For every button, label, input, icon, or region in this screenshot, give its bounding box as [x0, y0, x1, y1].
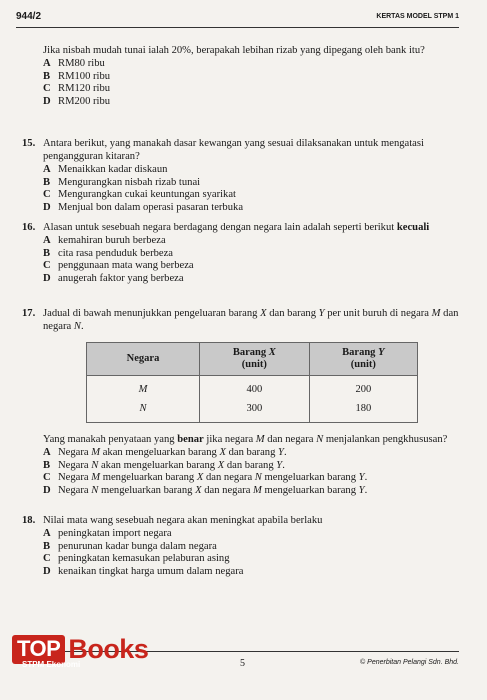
option-c[interactable]: C penggunaan mata wang berbeza	[43, 260, 194, 272]
option-d[interactable]: D Negara N mengeluarkan barang X dan negara M mengeluarkan barang Y.	[43, 484, 368, 496]
cell-y: 200	[309, 376, 417, 400]
question-number: 15.	[22, 138, 36, 149]
option-b[interactable]: B RM100 ribu	[43, 70, 111, 82]
option-c[interactable]: C Mengurangkan cukai keuntungan syarikat	[43, 189, 236, 201]
option-a[interactable]: A RM80 ribu	[43, 58, 105, 69]
question-15	[22, 137, 462, 214]
option-b[interactable]: B cita rasa penduduk berbeza	[43, 247, 174, 259]
option-b[interactable]: B Mengurangkan nisbah rizab tunai	[43, 176, 201, 188]
option-d[interactable]: D kenaikan tingkat harga umum dalam negara	[43, 565, 244, 577]
option-b[interactable]: B penurunan kadar bunga dalam negara	[43, 540, 217, 552]
header-barang-y: Barang Y (unit)	[309, 343, 417, 376]
option-a[interactable]: A peningkatan import negara	[43, 528, 172, 539]
cell-y: 180	[309, 399, 417, 423]
question-number: 17.	[22, 308, 36, 319]
cell-x: 400	[200, 376, 310, 400]
question-16	[22, 221, 462, 285]
paper-code: 944/2	[16, 11, 42, 22]
question-18	[22, 514, 462, 578]
paper-title: KERTAS MODEL STPM 1	[376, 13, 459, 20]
question-stem: Antara berikut, yang manakah dasar kewangan yang sesuai dilaksanakan untuk mengatasi pengangguran kitaran?	[43, 138, 424, 162]
cell-country: M	[87, 376, 200, 400]
question-prompt: Yang manakah penyataan yang benar jika negara M dan negara N menjalankan pengkhususan?	[43, 434, 448, 445]
option-a[interactable]: A kemahiran buruh berbeza	[43, 235, 166, 246]
question-17	[22, 307, 462, 497]
options-list	[43, 235, 462, 285]
question-stem: Nilai mata wang sesebuah negara akan meningkat apabila berlaku	[43, 515, 323, 526]
question-stem: Jadual di bawah menunjukkan pengeluaran barang X dan barang Y per unit buruh di negara M dan negara N.	[43, 308, 459, 332]
table-header-row	[87, 343, 418, 376]
options-list	[43, 528, 462, 578]
question-stem: Alasan untuk sesebuah negara berdagang dengan negara lain adalah seperti berikut kecuali	[43, 222, 430, 233]
options-list	[43, 447, 462, 497]
table-row	[87, 376, 418, 400]
option-a[interactable]: A Negara M akan mengeluarkan barang X dan barang Y.	[43, 447, 287, 458]
question-number: 18.	[22, 515, 36, 526]
cell-x: 300	[200, 399, 310, 423]
options-list	[43, 58, 462, 108]
option-d[interactable]: D Menjual bon dalam operasi pasaran terbuka	[43, 201, 244, 213]
footer-subject: STPM Ekonomi	[22, 660, 81, 669]
header-divider	[16, 27, 459, 28]
logo-text: Books	[68, 634, 149, 664]
option-b[interactable]: B Negara N akan mengeluarkan barang X dan barang Y.	[43, 459, 285, 471]
options-list	[43, 164, 462, 214]
header-negara: Negara	[87, 343, 200, 376]
logo-box: TOP	[12, 635, 65, 664]
option-a[interactable]: A Menaikkan kadar diskaun	[43, 164, 168, 175]
question-stem: Jika nisbah mudah tunai ialah 20%, berapakah lebihan rizab yang dipegang oleh bank itu?	[43, 45, 425, 56]
cell-country: N	[87, 399, 200, 423]
option-d[interactable]: D RM200 ribu	[43, 95, 111, 107]
option-c[interactable]: C RM120 ribu	[43, 83, 111, 95]
page-number: 5	[240, 658, 245, 669]
footer-publisher: © Penerbitan Pelangi Sdn. Bhd.	[360, 659, 459, 666]
option-d[interactable]: D anugerah faktor yang berbeza	[43, 272, 184, 284]
option-c[interactable]: C peningkatan kemasukan pelaburan asing	[43, 553, 230, 565]
emphasis-kecuali: kecuali	[396, 222, 430, 233]
option-c[interactable]: C Negara M mengeluarkan barang X dan negara N mengeluarkan barang Y.	[43, 472, 368, 484]
question-14	[22, 44, 462, 108]
production-table	[86, 342, 418, 423]
table-row	[87, 399, 418, 423]
header-barang-x: Barang X (unit)	[200, 343, 310, 376]
question-number: 16.	[22, 222, 36, 233]
